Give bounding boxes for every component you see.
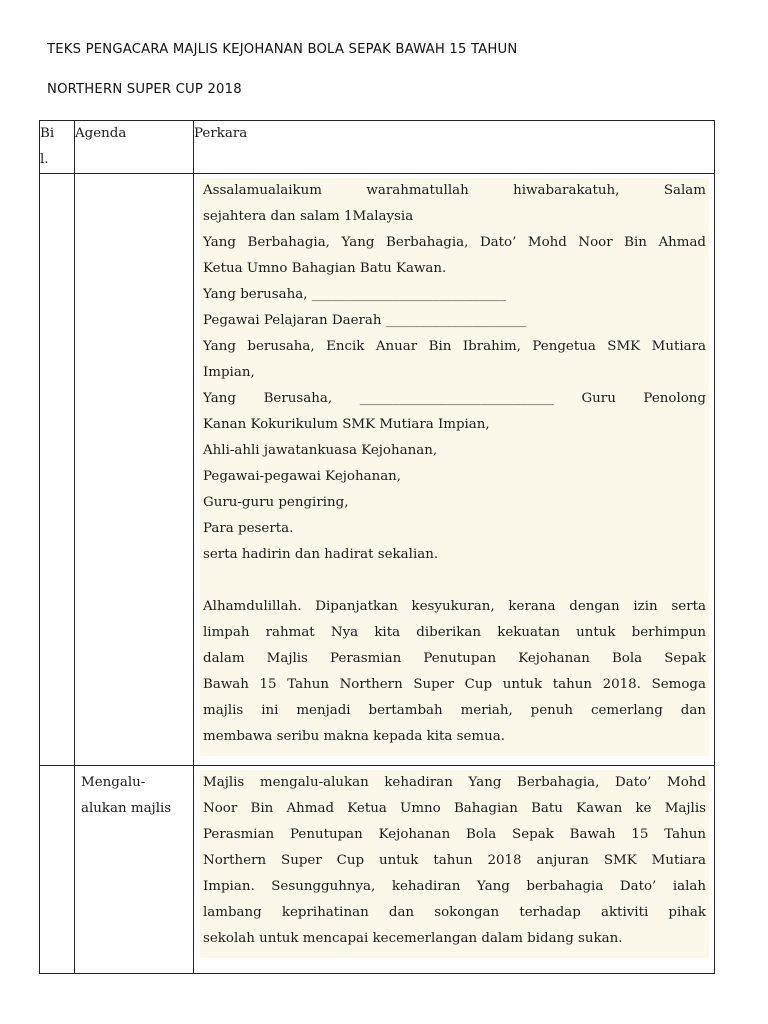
text-line: Guru-guru pengiring, xyxy=(203,495,349,510)
paragraph-gap xyxy=(203,568,706,594)
row2-perkara-text xyxy=(200,770,709,958)
text-line: Kanan Kokurikulum SMK Mutiara Impian, xyxy=(203,417,490,432)
text-line: Yang Berbahagia, Yang Berbahagia, Dato’ Mohd Noor Bin Ahmad xyxy=(203,235,706,250)
document-title: TEKS PENGACARA MAJLIS KEJOHANAN BOLA SEPAK BAWAH 15 TAHUN xyxy=(47,42,518,57)
text-line: lambang keprihatinan dan sokongan terhadap aktiviti pihak xyxy=(203,905,706,920)
row1-agenda xyxy=(75,174,194,766)
text-line: dalam Majlis Perasmian Penutupan Kejohanan Bola Sepak xyxy=(203,651,706,666)
text-line: Impian. Sesungguhnya, kehadiran Yang berbahagia Dato’ ialah xyxy=(203,879,706,894)
document-subtitle: NORTHERN SUPER CUP 2018 xyxy=(47,82,242,97)
text-line: Noor Bin Ahmad Ketua Umno Bahagian Batu Kawan ke Majlis xyxy=(203,801,706,816)
row2-perkara xyxy=(194,766,715,974)
header-bil-line2: l. xyxy=(40,152,49,167)
text-line: majlis ini menjadi bertambah meriah, penuh cemerlang dan xyxy=(203,703,706,718)
header-bil xyxy=(40,121,75,174)
text-line: Northern Super Cup untuk tahun 2018 anjuran SMK Mutiara xyxy=(203,853,706,868)
row2-bil xyxy=(40,766,75,974)
table-row xyxy=(40,174,715,766)
text-line: serta hadirin dan hadirat sekalian. xyxy=(203,547,439,562)
text-line: Para peserta. xyxy=(203,521,294,536)
text-line: Impian, xyxy=(203,365,255,380)
text-line: sekolah untuk mencapai kecemerlangan dalam bidang sukan. xyxy=(203,931,623,946)
row1-bil xyxy=(40,174,75,766)
row1-perkara-text xyxy=(200,178,709,756)
text-line: Majlis mengalu-alukan kehadiran Yang Berbahagia, Dato’ Mohd xyxy=(203,775,706,790)
table-header-row xyxy=(40,121,715,174)
text-line: Bawah 15 Tahun Northern Super Cup untuk tahun 2018. Semoga xyxy=(203,677,706,692)
text-line: Yang berusaha, _____________________________ xyxy=(203,287,506,302)
text-line: Perasmian Penutupan Kejohanan Bola Sepak Bawah 15 Tahun xyxy=(203,827,706,842)
text-line: membawa seribu makna kepada kita semua. xyxy=(203,729,505,744)
text-line: Assalamualaikum warahmatullah hiwabarakatuh, Salam xyxy=(203,183,706,198)
row2-agenda xyxy=(75,766,194,974)
text-line: Yang berusaha, Encik Anuar Bin Ibrahim, Pengetua SMK Mutiara xyxy=(203,339,706,354)
text-line: sejahtera dan salam 1Malaysia xyxy=(203,209,414,224)
row1-perkara xyxy=(194,174,715,766)
text-line: limpah rahmat Nya kita diberikan kekuatan untuk berhimpun xyxy=(203,625,706,640)
header-agenda: Agenda xyxy=(75,121,194,174)
text-line: Ketua Umno Bahagian Batu Kawan. xyxy=(203,261,447,276)
header-perkara: Perkara xyxy=(194,121,715,174)
table-row xyxy=(40,766,715,974)
text-line: Pegawai Pelajaran Daerah _____________________ xyxy=(203,313,527,328)
text-line: Ahli-ahli jawatankuasa Kejohanan, xyxy=(203,443,438,458)
script-table xyxy=(39,120,715,974)
text-line: Yang Berusaha, _____________________________ Guru Penolong xyxy=(203,391,706,406)
row2-agenda-line2: alukan majlis xyxy=(81,801,172,816)
row2-agenda-line1: Mengalu- xyxy=(81,775,146,790)
text-line: Alhamdulillah. Dipanjatkan kesyukuran, kerana dengan izin serta xyxy=(203,599,706,614)
header-bil-line1: Bi xyxy=(40,126,55,141)
text-line: Pegawai-pegawai Kejohanan, xyxy=(203,469,402,484)
